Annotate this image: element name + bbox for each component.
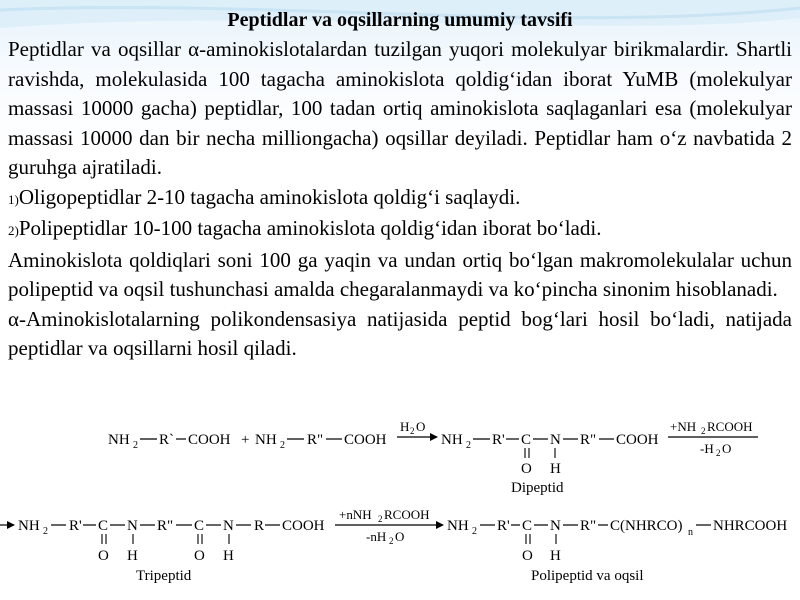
arrow-head	[436, 521, 444, 529]
scheme-subscript: 2	[133, 440, 138, 451]
macromolecule-paragraph: Aminokislota qoldiqlari soni 100 ga yaqin va undan ortiq bo‘lgan makromolekulalar uchun polipeptid va oqsil tushunchasi amalda chegaralanmaydi va ko‘pincha sinonim hisoblanadi.	[8, 247, 792, 301]
scheme-text: R	[254, 518, 265, 534]
scheme-text: R'	[492, 432, 505, 448]
scheme-text: NH	[18, 518, 40, 534]
scheme-subscript: 2	[410, 426, 415, 436]
scheme-text: -H	[700, 441, 714, 456]
scheme-text: R"	[580, 432, 597, 448]
list-item-text: Oligopeptidlar 2-10 tagacha aminokislota qoldig‘i saqlaydi.	[18, 184, 521, 209]
scheme-text: R`	[159, 432, 174, 448]
scheme-text: COOH	[344, 432, 387, 448]
scheme-text: +nNH	[339, 507, 372, 522]
scheme-subscript: 2	[701, 426, 706, 436]
scheme-text: C	[522, 518, 533, 534]
scheme-subscript: 2	[378, 514, 383, 524]
scheme-text: N	[550, 518, 561, 534]
scheme-text: H	[400, 419, 410, 434]
tripeptide-label: Tripeptid	[136, 568, 192, 584]
scheme-text: O	[522, 548, 533, 564]
arrow-head	[430, 433, 438, 441]
arrow-head	[7, 521, 15, 529]
scheme-text: H	[223, 548, 234, 564]
dipeptide-label: Dipeptid	[511, 480, 564, 496]
scheme-text: O	[194, 548, 205, 564]
scheme-subscript: 2	[716, 448, 721, 458]
scheme-text: C	[98, 518, 109, 534]
polycondensation-paragraph: α-Aminokislotalarning polikondensasiya natijasida peptid bog‘lari hosil bo‘ladi, natijada peptidlar va oqsillarni hosil qiladi.	[8, 306, 792, 360]
scheme-text: N	[223, 518, 234, 534]
scheme-text: H	[550, 548, 561, 564]
scheme-subscript: 2	[389, 536, 394, 546]
list-item-text: Polipeptidlar 10-100 tagacha aminokislota qoldig‘idan iborat bo‘ladi.	[18, 216, 602, 240]
scheme-text: +NH	[670, 419, 697, 434]
intro-paragraph: Peptidlar va oqsillar α-aminokislotalardan tuzilgan yuqori molekulyar birikmalardir. Shartli ravishda, molekulasida 100 tagacha aminokislota qoldig‘idan iborat YuMB (molekulyar massasi 10000 gacha) peptidlar, 100 tadan ortiq aminokislota saqlaganlari esa (molekulyar massasi 10000 dan bir necha milliongacha) oqsillar deyiladi. Peptidlar ham o‘z navbatida 2 guruhga ajratiladi.	[8, 37, 792, 179]
scheme-subscript: n	[688, 527, 693, 538]
scheme-text: C	[521, 432, 532, 448]
scheme-text: N	[550, 432, 561, 448]
scheme-subscript: 2	[43, 526, 48, 537]
scheme-text: COOH	[188, 432, 231, 448]
scheme-text: NH	[441, 432, 463, 448]
scheme-text: RCOOH	[707, 419, 753, 434]
polypeptide-label: Polipeptid va oqsil	[531, 568, 644, 584]
scheme-text: NH	[447, 518, 469, 534]
scheme-text: -nH	[366, 529, 387, 544]
slide-title: Peptidlar va oqsillarning umumiy tavsifi	[227, 9, 573, 31]
scheme-text: O	[416, 419, 426, 434]
list-number: 1)	[8, 191, 19, 207]
scheme-text: NH	[108, 432, 130, 448]
scheme-text: H	[550, 461, 561, 477]
scheme-subscript: 2	[466, 440, 471, 451]
scheme-text: NH	[255, 432, 277, 448]
scheme-text: COOH	[282, 518, 325, 534]
scheme-text: H	[127, 548, 138, 564]
scheme-text: C	[194, 518, 205, 534]
scheme-text: R"	[157, 518, 174, 534]
scheme-text: +	[241, 432, 250, 448]
scheme-text: R'	[69, 518, 82, 534]
scheme-text: N	[127, 518, 138, 534]
list-number: 2)	[8, 223, 19, 238]
scheme-text: RCOOH	[384, 507, 430, 522]
scheme-text: NHRCOOH	[713, 518, 788, 534]
scheme-subscript: 2	[472, 526, 477, 537]
scheme-text: COOH	[616, 432, 659, 448]
scheme-text: R"	[580, 518, 597, 534]
scheme-text: C(NHRCO)	[610, 518, 683, 534]
scheme-subscript: 2	[280, 440, 285, 451]
scheme-text: O	[521, 461, 532, 477]
scheme-text: O	[395, 529, 405, 544]
scheme-text: R"	[307, 432, 324, 448]
scheme-text: O	[98, 548, 109, 564]
scheme-text: R'	[497, 518, 510, 534]
scheme-text: O	[722, 441, 732, 456]
